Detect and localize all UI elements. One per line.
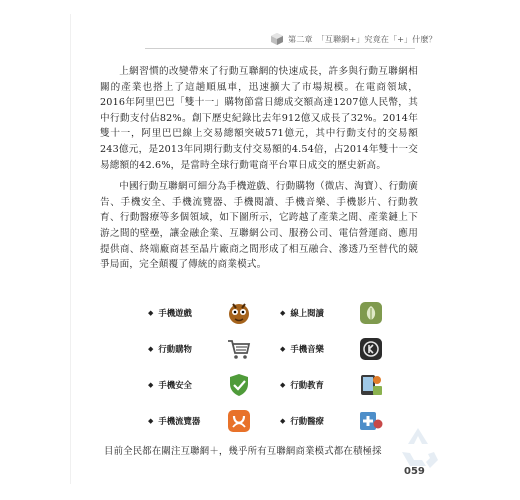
category-label: 手機流覽器 <box>158 416 201 426</box>
mobile-internet-categories <box>148 300 408 440</box>
bullet-icon: ◆ <box>148 417 154 425</box>
reading-leaf-icon <box>358 300 384 326</box>
category-mobile-education <box>280 372 384 398</box>
body-text <box>100 64 418 279</box>
bullet-icon: ◆ <box>280 381 286 389</box>
category-mobile-shopping <box>148 336 252 362</box>
book-logo-icon <box>270 32 284 46</box>
category-label: 行動醫療 <box>290 416 324 426</box>
bullet-icon: ◆ <box>280 309 286 317</box>
paragraph-1: 上網習慣的改變帶來了行動互聯網的快速成長，許多與行動互聯網相關的產業也搭上了這趟順風車，迅速擴大了市場規模。在電商領域，2016年阿里巴巴「雙十一」購物節當日總成交額高達1207億人民幣，其中行動支付佔82%。創下歷史紀錄比去年912億又成長了32%。2014年雙十一，阿里巴巴線上交易總額突破571億元，其中行動支付的交易額243億元，是2013年同期行動支付交易額的4.54倍，占2014年雙十一交易總額的42.6%，是當時全球行動電商平台單日成交的歷史新高。 <box>100 66 418 171</box>
category-label: 手機遊戲 <box>158 308 192 318</box>
bullet-icon: ◆ <box>280 417 286 425</box>
running-header <box>270 32 437 46</box>
shopping-cart-icon <box>226 336 252 362</box>
category-mobile-music <box>280 336 384 362</box>
category-mobile-security <box>148 372 252 398</box>
category-label: 手機音樂 <box>290 344 324 354</box>
category-mobile-browser <box>148 408 252 434</box>
chapter-label: 第二章 <box>288 33 313 44</box>
category-label: 行動教育 <box>290 380 324 390</box>
header-rule <box>145 48 415 49</box>
category-mobile-games <box>148 300 252 326</box>
bullet-icon: ◆ <box>148 309 154 317</box>
browser-icon <box>226 408 252 434</box>
category-mobile-healthcare <box>280 408 384 434</box>
bullet-icon: ◆ <box>148 381 154 389</box>
paragraph-2: 中國行動互聯網可細分為手機遊戲、行動購物（微店、淘寶）、行動廣告、手機安全、手機流覽器、手機閱讀、手機音樂、手機影片、行動教育、行動醫療等多個領域，如下圖所示，它跨越了產業之間、產業鏈上下游之間的壁壘，讓金融企業、互聯網公司、服務公司、電信營運商、應用提供商、終端廠商甚至晶片廠商之間形成了相互融合、滲透乃至替代的競爭局面，完全顛覆了傳統的商業模式。 <box>100 181 418 271</box>
page-number: 059 <box>404 466 425 477</box>
bullet-icon: ◆ <box>280 345 286 353</box>
category-label: 行動購物 <box>158 344 192 354</box>
continuation-text: 目前全民都在關注互聯網＋，幾乎所有互聯網商業模式都在積極採 <box>104 446 382 457</box>
category-label: 手機安全 <box>158 380 192 390</box>
game-character-icon <box>226 300 252 326</box>
chapter-title: 「互聯網+」究竟在「+」什麼？ <box>316 33 437 44</box>
category-online-reading <box>280 300 384 326</box>
shield-check-icon <box>226 372 252 398</box>
education-tablet-icon <box>358 372 384 398</box>
medical-cross-icon <box>358 408 384 434</box>
category-label: 線上閱讀 <box>290 308 324 318</box>
music-k-icon <box>358 336 384 362</box>
bullet-icon: ◆ <box>148 345 154 353</box>
